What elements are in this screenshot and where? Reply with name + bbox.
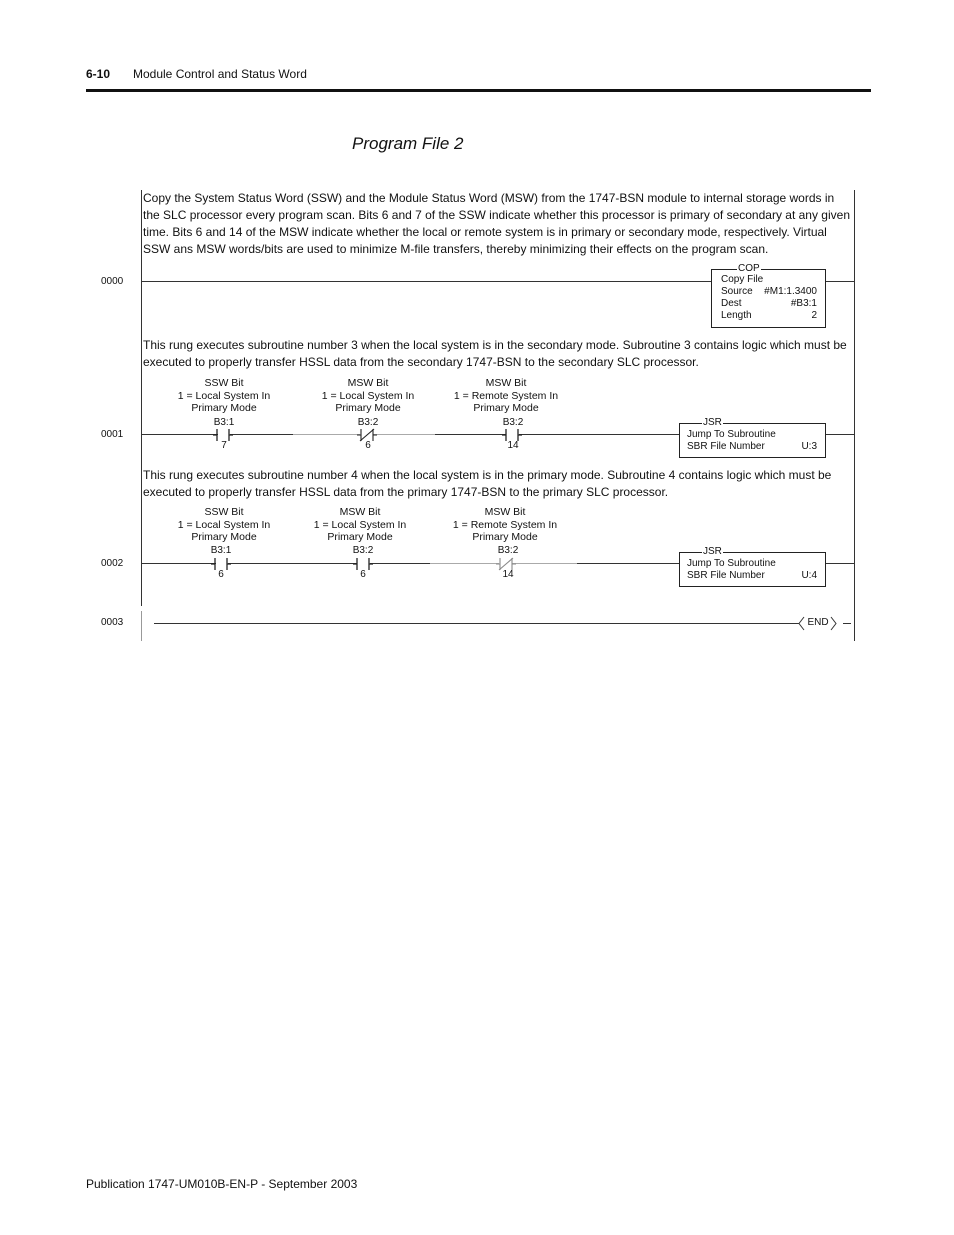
contact-bit: 7 [221, 440, 227, 451]
contact-bit: 14 [507, 440, 519, 451]
rung-number[interactable]: 0001 [101, 429, 124, 440]
end-instruction[interactable]: END [807, 617, 829, 628]
sbr-file-value: U:3 [801, 441, 817, 452]
contact-address: B3:2 [357, 417, 379, 428]
rung-number[interactable]: 0003 [101, 617, 124, 628]
contact-description: MSW Bit 1 = Remote System In Primary Mode [452, 506, 558, 543]
contact-bit: 6 [360, 569, 366, 580]
source-label: Source [721, 286, 753, 297]
contact-description: MSW Bit 1 = Local System In Primary Mode [321, 377, 415, 414]
sbr-file-label: SBR File Number [687, 570, 765, 581]
rung-0002-comment: This rung executes subroutine number 4 when the local system is in the primary mode. Subroutine 4 contains logic which must be executed to properly transfer HSSL data from the primary 1747-BSN to the primary SLC processor. [143, 468, 832, 499]
source-value: #M1:1.3400 [764, 286, 817, 297]
rung-0001-comment: This rung executes subroutine number 3 when the local system is in the secondary mode. Subroutine 3 contains logic which must be executed to properly transfer HSSL data from the secondary 1747-BSN to the secondary SLC processor. [143, 338, 847, 369]
length-value: 2 [811, 310, 817, 321]
contact-bit: 6 [218, 569, 224, 580]
instruction-title: Jump To Subroutine [687, 429, 776, 440]
section-title: Program File 2 [352, 134, 464, 153]
instruction-title: Jump To Subroutine [687, 558, 776, 569]
contact-address: B3:2 [352, 545, 374, 556]
jsr-instruction[interactable] [679, 552, 826, 587]
contact-address: B3:1 [210, 545, 232, 556]
contact-description: MSW Bit 1 = Remote System In Primary Mode [453, 377, 559, 414]
instruction-name: JSR [703, 546, 722, 557]
contact-bit: 14 [502, 569, 514, 580]
contact-description: SSW Bit 1 = Local System In Primary Mode [177, 377, 271, 414]
contact-address: B3:2 [497, 545, 519, 556]
contact-description: MSW Bit 1 = Local System In Primary Mode [313, 506, 407, 543]
length-label: Length [721, 310, 752, 321]
sbr-file-value: U:4 [801, 570, 817, 581]
contact-bit: 6 [365, 440, 371, 451]
dest-value: #B3:1 [790, 298, 817, 309]
rung-number[interactable]: 0000 [101, 276, 124, 287]
jsr-instruction[interactable] [679, 423, 826, 458]
chapter-title: Module Control and Status Word [133, 67, 307, 81]
cop-instruction[interactable] [711, 269, 826, 328]
sbr-file-label: SBR File Number [687, 441, 765, 452]
publication-footer: Publication 1747-UM010B-EN-P - September 2003 [86, 1177, 358, 1191]
instruction-name: JSR [703, 417, 722, 428]
instruction-name: COP [738, 263, 760, 274]
dest-label: Dest [721, 298, 742, 309]
contact-address: B3:1 [213, 417, 235, 428]
page-number: 6-10 [86, 67, 111, 81]
contact-address: B3:2 [502, 417, 524, 428]
instruction-title: Copy File [721, 274, 764, 285]
contact-description: SSW Bit 1 = Local System In Primary Mode [177, 506, 271, 543]
rung-0000-comment: Copy the System Status Word (SSW) and the Module Status Word (MSW) from the 1747-BSN module to internal storage words in the SLC processor every program scan. Bits 6 and 7 of the SSW indicate whether this processor is primary of secondary at any given time. Bits 6 and 14 of the MSW indicate whether the local or remote system is in primary or secondary mode, respectively. Virtual SSW ans MSW words/bits are used to minimize M-file transfers, thereby minimizing their effects on the program scan. [143, 191, 850, 256]
rung-number[interactable]: 0002 [101, 558, 124, 569]
